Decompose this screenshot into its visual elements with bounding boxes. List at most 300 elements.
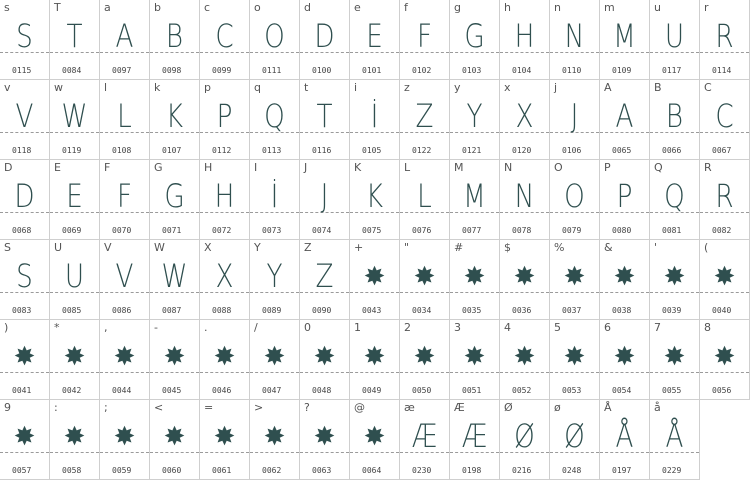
- key-char-label: q: [254, 81, 261, 94]
- glyph-cell: [250, 400, 300, 480]
- glyph-preview: O: [564, 177, 585, 215]
- char-code-label: 0071: [162, 226, 182, 235]
- char-code-label: 0115: [12, 66, 32, 75]
- glyph-preview: C: [715, 97, 734, 135]
- key-char-label: u: [654, 1, 661, 14]
- glyph-preview: R: [715, 17, 734, 55]
- glyph-cell: [700, 80, 750, 160]
- char-code-label: 0090: [312, 306, 332, 315]
- glyph-preview: V: [15, 97, 34, 135]
- glyph-cell: [550, 160, 600, 240]
- char-code-label: 0102: [412, 66, 432, 75]
- char-code-label: 0216: [512, 466, 532, 475]
- glyph-preview: Z: [315, 257, 334, 295]
- glyph-star-icon: ✸: [213, 422, 236, 452]
- glyph-star-icon: ✸: [463, 342, 486, 372]
- key-char-label: s: [4, 1, 10, 14]
- glyph-cell: [250, 240, 300, 320]
- glyph-star-icon: ✸: [113, 422, 136, 452]
- char-code-label: 0084: [62, 66, 82, 75]
- char-code-label: 0046: [212, 386, 232, 395]
- glyph-cell: [350, 0, 400, 80]
- glyph-star-icon: ✸: [513, 262, 536, 292]
- char-code-label: 0056: [712, 386, 732, 395]
- glyph-cell: [250, 320, 300, 400]
- char-code-label: 0072: [212, 226, 232, 235]
- char-code-label: 0050: [412, 386, 432, 395]
- char-code-label: 0043: [362, 306, 382, 315]
- key-char-label: $: [504, 241, 511, 254]
- glyph-cell: [300, 0, 350, 80]
- glyph-cell: [350, 80, 400, 160]
- key-char-label: =: [204, 401, 214, 414]
- glyph-preview: F: [116, 177, 133, 215]
- key-char-label: o: [254, 1, 261, 14]
- key-char-label: J: [304, 161, 308, 174]
- key-char-label: <: [154, 401, 164, 414]
- char-code-label: 0086: [112, 306, 132, 315]
- glyph-cell: [300, 400, 350, 480]
- char-code-label: 0039: [662, 306, 682, 315]
- char-code-label: 0101: [362, 66, 382, 75]
- key-char-label: T: [54, 1, 61, 14]
- glyph-cell: [400, 240, 450, 320]
- glyph-preview: J: [320, 177, 329, 215]
- glyph-preview: Y: [466, 97, 483, 135]
- key-char-label: w: [54, 81, 63, 94]
- glyph-cell: [300, 160, 350, 240]
- char-code-label: 0070: [112, 226, 132, 235]
- key-char-label: k: [154, 81, 161, 94]
- char-code-label: 0061: [212, 466, 232, 475]
- glyph-star-icon: ✸: [513, 342, 536, 372]
- key-char-label: i: [354, 81, 358, 94]
- char-code-label: 0038: [612, 306, 632, 315]
- key-char-label: 2: [404, 321, 411, 334]
- char-code-label: 0112: [212, 146, 232, 155]
- glyph-preview: K: [165, 97, 184, 135]
- char-code-label: 0097: [112, 66, 132, 75]
- glyph-star-icon: ✸: [713, 342, 736, 372]
- glyph-cell: [500, 320, 550, 400]
- char-code-label: 0105: [362, 146, 382, 155]
- key-char-label: Z: [304, 241, 312, 254]
- glyph-cell: [150, 160, 200, 240]
- glyph-cell: [500, 240, 550, 320]
- glyph-cell: [250, 0, 300, 80]
- glyph-cell: [150, 320, 200, 400]
- glyph-star-icon: ✸: [413, 342, 436, 372]
- key-char-label: *: [54, 321, 60, 334]
- char-code-label: 0035: [462, 306, 482, 315]
- key-char-label: N: [504, 161, 513, 174]
- glyph-preview: H: [214, 177, 235, 215]
- glyph-cell: [700, 0, 750, 80]
- glyph-cell: [100, 0, 150, 80]
- char-code-label: 0110: [562, 66, 582, 75]
- glyph-star-icon: ✸: [63, 422, 86, 452]
- char-code-label: 0040: [712, 306, 732, 315]
- key-char-label: 4: [504, 321, 511, 334]
- glyph-cell: [400, 160, 450, 240]
- key-char-label: c: [204, 1, 211, 14]
- char-code-label: 0117: [662, 66, 682, 75]
- glyph-preview: İ: [270, 177, 279, 215]
- key-char-label: 8: [704, 321, 711, 334]
- char-code-label: 0074: [312, 226, 332, 235]
- char-code-label: 0121: [462, 146, 482, 155]
- key-char-label: F: [104, 161, 111, 174]
- glyph-cell: [550, 320, 600, 400]
- glyph-preview: K: [365, 177, 384, 215]
- key-char-label: O: [554, 161, 563, 174]
- key-char-label: d: [304, 1, 311, 14]
- char-code-label: 0077: [462, 226, 482, 235]
- glyph-cell: [200, 240, 250, 320]
- key-char-label: C: [704, 81, 712, 94]
- glyph-cell: [650, 80, 700, 160]
- char-code-label: 0198: [462, 466, 482, 475]
- glyph-star-icon: ✸: [313, 342, 336, 372]
- glyph-preview: İ: [370, 97, 379, 135]
- glyph-preview: V: [115, 257, 134, 295]
- char-code-label: 0109: [612, 66, 632, 75]
- char-code-label: 0122: [412, 146, 432, 155]
- char-code-label: 0059: [112, 466, 132, 475]
- glyph-preview: M: [613, 17, 636, 55]
- glyph-cell: [650, 400, 700, 480]
- glyph-cell: [50, 400, 100, 480]
- glyph-preview: H: [514, 17, 535, 55]
- key-char-label: ): [4, 321, 9, 334]
- key-char-label: Y: [254, 241, 261, 254]
- glyph-preview: A: [615, 97, 634, 135]
- glyph-star-icon: ✸: [463, 262, 486, 292]
- key-char-label: D: [4, 161, 13, 174]
- glyph-cell: [150, 240, 200, 320]
- char-code-label: 0075: [362, 226, 382, 235]
- glyph-preview: X: [215, 257, 234, 295]
- char-code-label: 0229: [662, 466, 682, 475]
- char-code-label: 0042: [62, 386, 82, 395]
- glyph-cell: [550, 0, 600, 80]
- key-char-label: B: [654, 81, 662, 94]
- glyph-cell: [200, 80, 250, 160]
- glyph-cell: [650, 240, 700, 320]
- glyph-star-icon: ✸: [363, 342, 386, 372]
- glyph-cell: [500, 160, 550, 240]
- glyph-cell: [550, 240, 600, 320]
- glyph-cell: [350, 240, 400, 320]
- glyph-star-icon: ✸: [263, 422, 286, 452]
- key-char-label: #: [454, 241, 464, 254]
- glyph-preview: G: [464, 17, 485, 55]
- char-code-label: 0118: [12, 146, 32, 155]
- glyph-star-icon: ✸: [413, 262, 436, 292]
- char-code-label: 0047: [262, 386, 282, 395]
- glyph-cell: [100, 320, 150, 400]
- glyph-cell: [200, 320, 250, 400]
- key-char-label: l: [104, 81, 108, 94]
- char-code-label: 0100: [312, 66, 332, 75]
- char-code-label: 0048: [312, 386, 332, 395]
- glyph-preview: N: [564, 17, 585, 55]
- key-char-label: I: [254, 161, 258, 174]
- char-code-label: 0066: [662, 146, 682, 155]
- glyph-preview: T: [316, 97, 333, 135]
- char-code-label: 0098: [162, 66, 182, 75]
- glyph-cell: [600, 0, 650, 80]
- char-code-label: 0083: [12, 306, 32, 315]
- char-code-label: 0052: [512, 386, 532, 395]
- glyph-preview: B: [165, 17, 184, 55]
- char-code-label: 0085: [62, 306, 82, 315]
- key-char-label: M: [454, 161, 464, 174]
- key-char-label: >: [254, 401, 264, 414]
- glyph-cell: [200, 0, 250, 80]
- glyph-preview: E: [366, 17, 383, 55]
- key-char-label: G: [154, 161, 163, 174]
- glyph-preview: D: [314, 17, 335, 55]
- char-code-label: 0062: [262, 466, 282, 475]
- glyph-preview: Å: [665, 417, 684, 455]
- glyph-preview: X: [515, 97, 534, 135]
- glyph-preview: Z: [415, 97, 434, 135]
- glyph-star-icon: ✸: [13, 422, 36, 452]
- key-char-label: .: [204, 321, 208, 334]
- char-code-label: 0111: [262, 66, 282, 75]
- glyph-star-icon: ✸: [263, 342, 286, 372]
- char-code-label: 0055: [662, 386, 682, 395]
- char-code-label: 0067: [712, 146, 732, 155]
- glyph-cell: [600, 400, 650, 480]
- glyph-preview: G: [164, 177, 185, 215]
- glyph-cell: [500, 0, 550, 80]
- key-char-label: P: [604, 161, 611, 174]
- glyph-cell: [400, 400, 450, 480]
- glyph-preview: R: [715, 177, 734, 215]
- key-char-label: a: [104, 1, 111, 14]
- glyph-cell: [150, 80, 200, 160]
- glyph-cell: [0, 400, 50, 480]
- key-char-label: +: [354, 241, 364, 254]
- glyph-cell: [200, 160, 250, 240]
- char-code-label: 0087: [162, 306, 182, 315]
- glyph-preview: B: [665, 97, 684, 135]
- glyph-star-icon: ✸: [363, 422, 386, 452]
- key-char-label: z: [404, 81, 410, 94]
- glyph-star-icon: ✸: [63, 342, 86, 372]
- glyph-cell: [350, 320, 400, 400]
- key-char-label: b: [154, 1, 161, 14]
- glyph-cell: [50, 160, 100, 240]
- char-code-label: 0044: [112, 386, 132, 395]
- glyph-cell: [200, 400, 250, 480]
- glyph-cell: [700, 240, 750, 320]
- char-code-label: 0076: [412, 226, 432, 235]
- key-char-label: &: [604, 241, 613, 254]
- key-char-label: Æ: [454, 401, 465, 414]
- key-char-label: n: [554, 1, 561, 14]
- key-char-label: 7: [654, 321, 661, 334]
- char-code-label: 0197: [612, 466, 632, 475]
- key-char-label: E: [54, 161, 61, 174]
- glyph-cell: [500, 400, 550, 480]
- glyph-preview: W: [161, 257, 188, 295]
- glyph-cell: [650, 0, 700, 80]
- glyph-preview: F: [416, 17, 433, 55]
- glyph-cell: [50, 240, 100, 320]
- glyph-cell: [250, 80, 300, 160]
- char-code-label: 0054: [612, 386, 632, 395]
- key-char-label: 1: [354, 321, 361, 334]
- char-code-label: 0248: [562, 466, 582, 475]
- glyph-cell: [500, 80, 550, 160]
- key-char-label: 6: [604, 321, 611, 334]
- char-code-label: 0060: [162, 466, 182, 475]
- glyph-preview: T: [66, 17, 83, 55]
- glyph-cell: [100, 80, 150, 160]
- glyph-cell: [450, 240, 500, 320]
- char-code-label: 0104: [512, 66, 532, 75]
- key-char-label: ø: [554, 401, 561, 414]
- glyph-cell: [450, 160, 500, 240]
- key-char-label: j: [554, 81, 558, 94]
- glyph-cell: [600, 80, 650, 160]
- key-char-label: W: [154, 241, 165, 254]
- key-char-label: /: [254, 321, 258, 334]
- glyph-preview: Æ: [411, 417, 438, 455]
- glyph-cell: [700, 160, 750, 240]
- glyph-star-icon: ✸: [363, 262, 386, 292]
- glyph-preview: Q: [264, 97, 285, 135]
- char-code-label: 0079: [562, 226, 582, 235]
- glyph-preview: C: [215, 17, 234, 55]
- glyph-cell: [550, 80, 600, 160]
- glyph-cell: [0, 240, 50, 320]
- char-code-label: 0051: [462, 386, 482, 395]
- glyph-star-icon: ✸: [713, 262, 736, 292]
- char-code-label: 0041: [12, 386, 32, 395]
- char-code-label: 0116: [312, 146, 332, 155]
- key-char-label: Q: [654, 161, 663, 174]
- char-code-label: 0106: [562, 146, 582, 155]
- char-code-label: 0037: [562, 306, 582, 315]
- key-char-label: y: [454, 81, 461, 94]
- key-char-label: ?: [304, 401, 310, 414]
- glyph-preview: Ø: [514, 417, 535, 455]
- glyph-cell: [450, 0, 500, 80]
- key-char-label: H: [204, 161, 213, 174]
- key-char-label: K: [354, 161, 362, 174]
- char-code-label: 0099: [212, 66, 232, 75]
- glyph-cell: [300, 80, 350, 160]
- glyph-cell: [450, 400, 500, 480]
- char-code-label: 0113: [262, 146, 282, 155]
- glyph-preview: A: [115, 17, 134, 55]
- glyph-preview: J: [570, 97, 579, 135]
- char-code-label: 0114: [712, 66, 732, 75]
- glyph-cell: [600, 320, 650, 400]
- glyph-cell: [350, 400, 400, 480]
- glyph-cell: [0, 320, 50, 400]
- glyph-preview: Ø: [564, 417, 585, 455]
- glyph-cell: [100, 160, 150, 240]
- key-char-label: Ø: [504, 401, 513, 414]
- glyph-star-icon: ✸: [563, 342, 586, 372]
- glyph-star-icon: ✸: [163, 342, 186, 372]
- glyph-cell: [450, 320, 500, 400]
- glyph-cell: [150, 0, 200, 80]
- key-char-label: g: [454, 1, 461, 14]
- key-char-label: ,: [104, 321, 108, 334]
- key-char-label: A: [604, 81, 612, 94]
- glyph-preview: Y: [266, 257, 283, 295]
- key-char-label: %: [554, 241, 565, 254]
- key-char-label: S: [4, 241, 11, 254]
- glyph-preview: S: [16, 257, 33, 295]
- glyph-cell: [0, 0, 50, 80]
- char-code-label: 0108: [112, 146, 132, 155]
- char-code-label: 0063: [312, 466, 332, 475]
- key-char-label: æ: [404, 401, 415, 414]
- glyph-cell: [50, 80, 100, 160]
- glyph-cell: [700, 320, 750, 400]
- glyph-cell: [150, 400, 200, 480]
- glyph-star-icon: ✸: [163, 422, 186, 452]
- key-char-label: t: [304, 81, 309, 94]
- key-char-label: Å: [604, 401, 612, 414]
- key-char-label: e: [354, 1, 361, 14]
- glyph-cell: [400, 320, 450, 400]
- key-char-label: :: [54, 401, 58, 414]
- glyph-cell: [0, 160, 50, 240]
- glyph-cell: [50, 320, 100, 400]
- glyph-star-icon: ✸: [663, 262, 686, 292]
- glyph-star-icon: ✸: [663, 342, 686, 372]
- glyph-preview: U: [64, 257, 85, 295]
- glyph-star-icon: ✸: [613, 342, 636, 372]
- glyph-cell: [50, 0, 100, 80]
- char-code-label: 0045: [162, 386, 182, 395]
- char-code-label: 0230: [412, 466, 432, 475]
- char-code-label: 0057: [12, 466, 32, 475]
- key-char-label: U: [54, 241, 63, 254]
- glyph-preview: E: [66, 177, 83, 215]
- glyph-cell: [600, 160, 650, 240]
- char-code-label: 0034: [412, 306, 432, 315]
- key-char-label: 3: [454, 321, 461, 334]
- glyph-cell: [550, 400, 600, 480]
- glyph-cell: [100, 400, 150, 480]
- glyph-star-icon: ✸: [563, 262, 586, 292]
- key-char-label: ;: [104, 401, 108, 414]
- char-code-label: 0081: [662, 226, 682, 235]
- glyph-cell: [300, 320, 350, 400]
- glyph-preview: S: [16, 17, 33, 55]
- glyph-star-icon: ✸: [613, 262, 636, 292]
- glyph-preview: U: [664, 17, 685, 55]
- glyph-preview: P: [216, 97, 233, 135]
- glyph-star-icon: ✸: [213, 342, 236, 372]
- key-char-label: 0: [304, 321, 311, 334]
- key-char-label: X: [204, 241, 212, 254]
- char-code-label: 0058: [62, 466, 82, 475]
- glyph-preview: D: [14, 177, 35, 215]
- glyph-cell: [0, 80, 50, 160]
- glyph-preview: W: [61, 97, 88, 135]
- glyph-preview: Q: [664, 177, 685, 215]
